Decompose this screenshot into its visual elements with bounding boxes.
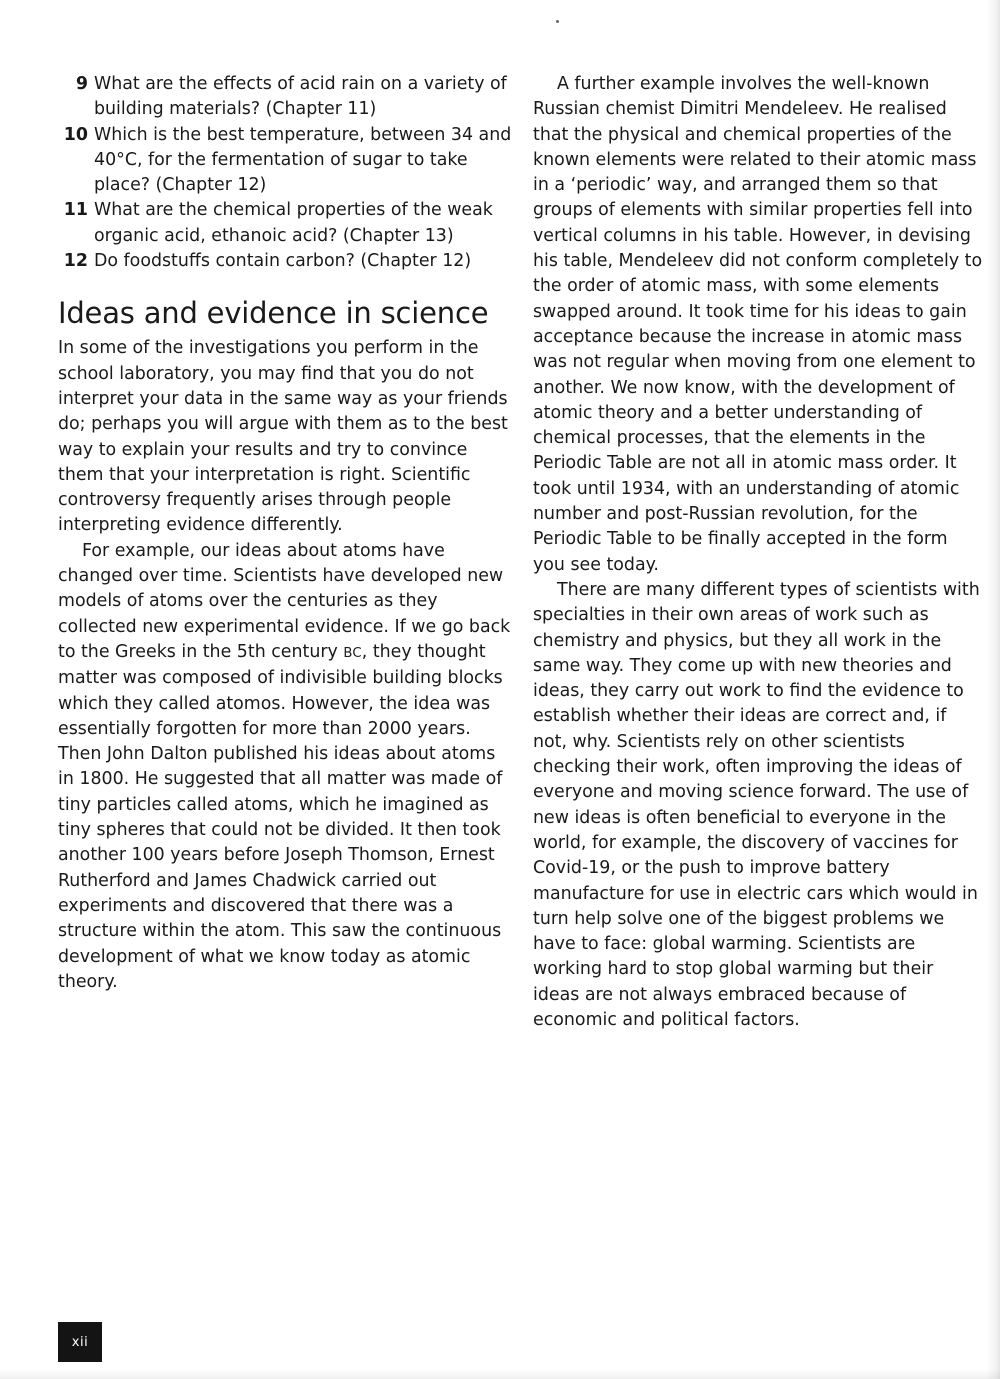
paragraph-2-part2: , they thought matter was composed of indivisible building blocks which they called atomos. However, the idea was essentially forgotten for more than 2000 years. Then John Dalton published his ideas about atoms in 1800. He suggested that all matter was made of tiny particles called atoms, which he imagined as tiny spheres that could not be divided. It then took another 100 years before Joseph Thomson, Ernest Rutherford and James Chadwick carried out experiments and discovered that there was a structure within the atom. This saw the continuous development of what we know today as atomic theory. (58, 641, 503, 992)
left-column (58, 72, 516, 995)
list-item-text: Do foodstuffs contain carbon? (Chapter 12) (94, 251, 472, 272)
paragraph-1: In some of the investigations you perform in the school laboratory, you may find that you do not interpret your data in the same way as your friends do; perhaps you will argue with them as to the best way to explain your results and try to convince them that your interpretation is right. Scientific controversy frequently arises through people interpreting evidence differently. (58, 338, 508, 536)
list-item-text: What are the effects of acid rain on a variety of building materials? (Chapter 11) (94, 74, 507, 120)
list-item-text: What are the chemical properties of the weak organic acid, ethanoic acid? (Chapter 13) (94, 200, 493, 246)
paragraph-4: There are many different types of scientists with specialties in their own areas of work such as chemistry and physics, but they all work in the same way. They come up with new theories and ideas, they carry out work to find the evidence to establish whether their ideas are correct and, if not, why. Scientists rely on other scientists checking their work, often improving the ideas of everyone and moving science forward. The use of new ideas is often beneficial to everyone in the world, for example, the discovery of vaccines for Covid-19, or the push to improve battery manufacture for use in electric cars which would in turn help solve one of the biggest problems we have to face: global warming. Scientists are working hard to stop global warming but their ideas are not always embraced because of economic and political factors. (533, 579, 980, 1030)
numbered-question-list (58, 72, 516, 274)
section-heading: Ideas and evidence in science (58, 296, 489, 331)
paragraph-3: A further example involves the well-known Russian chemist Dimitri Mendeleev. He realised that the physical and chemical properties of the known elements were related to their atomic mass in a ‘periodic’ way, and arranged them so that groups of elements with similar properties fell into vertical columns in his table. However, in devising his table, Mendeleev did not conform completely to the order of atomic mass, with some elements swapped around. It took time for his ideas to gain acceptance because the increase in atomic mass was not regular when moving from one element to another. We now know, with the development of atomic theory and a better understanding of chemical processes, that the elements in the Periodic Table are not all in atomic mass order. It took until 1934, with an understanding of atomic number and post-Russian revolution, for the Periodic Table to be finally accepted in the form you see today. (533, 74, 983, 575)
list-item-number: 10 (63, 124, 88, 145)
list-item (58, 249, 516, 274)
list-item-number: 9 (75, 74, 88, 94)
list-item (58, 198, 516, 249)
list-item (58, 123, 516, 199)
paragraph-2 (58, 539, 516, 995)
list-item-number: 11 (63, 200, 88, 221)
list-item-text: Which is the best temperature, between 34 and 40°C, for the fermentation of sugar to take place? (Chapter 12) (94, 124, 512, 196)
paragraph-2-part1: For example, our ideas about atoms have changed over time. Scientists have developed new models of atoms over the centuries as they collected new experimental evidence. If we go back to the Greeks in the 5th century (58, 540, 511, 662)
paragraph-2-smallcaps: BC (343, 645, 362, 661)
page-number-badge: xii (58, 1322, 102, 1362)
right-column (533, 72, 983, 1033)
list-item-number: 12 (63, 251, 88, 272)
list-item (58, 72, 516, 123)
